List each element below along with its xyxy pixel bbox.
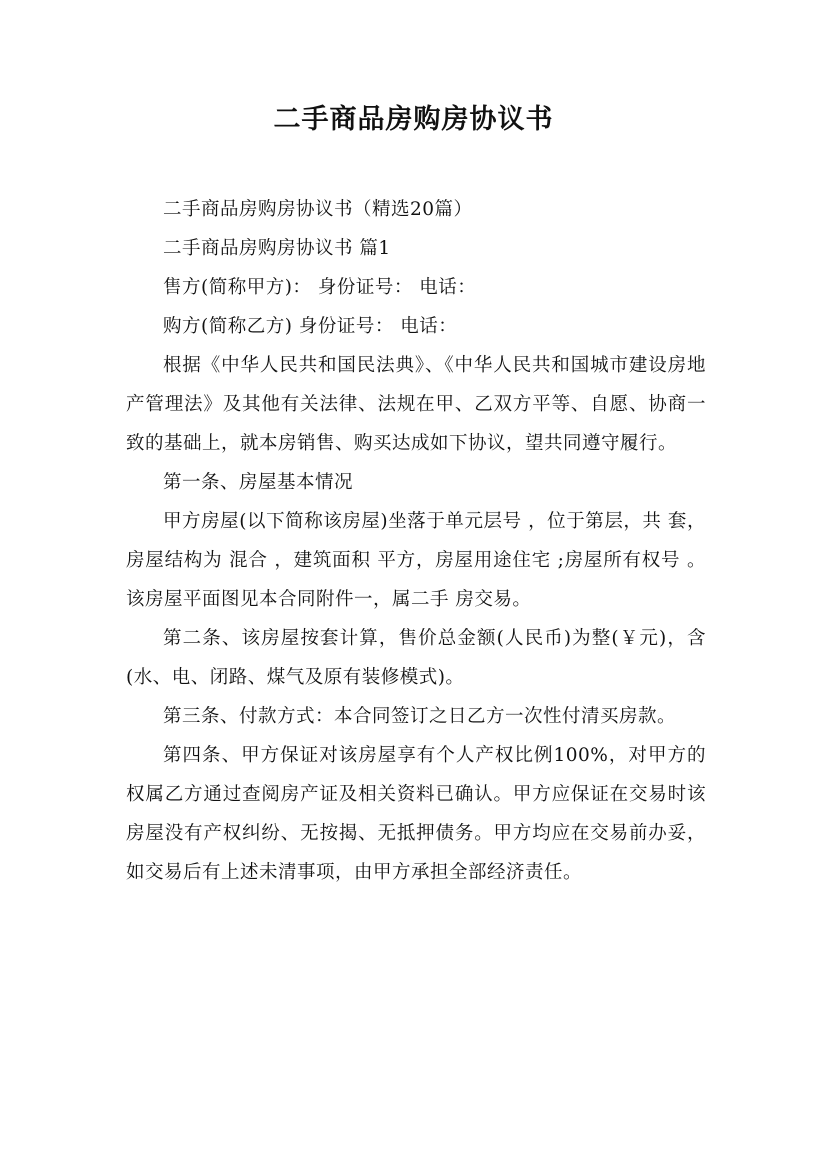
article-3-paragraph: 第三条、付款方式：本合同签订之日乙方一次性付清买房款。 (163, 706, 677, 727)
subtitle-paragraph: 二手商品房购房协议书（精选20篇） (163, 199, 473, 220)
article-2-paragraph: 第二条、该房屋按套计算，售价总金额(人民币)为整(￥元)，含(水、电、闭路、煤气及原有装修模式)。 (126, 628, 706, 688)
article-1-paragraph: 甲方房屋(以下简称该房屋)坐落于单元层号 ，位于第层，共 套，房屋结构为 混合 ，建筑面积 平方，房屋用途住宅 ;房屋所有权号 。该房屋平面图见本合同附件一，属二手 房交易。 (126, 511, 706, 610)
section-heading-paragraph: 二手商品房购房协议书 篇1 (163, 238, 391, 259)
article-4-paragraph: 第四条、甲方保证对该房屋享有个人产权比例100%，对甲方的权属乙方通过查阅房产证及相关资料已确认。甲方应保证在交易时该房屋没有产权纠纷、无按揭、无抵押债务。甲方均应在交易前办妥，如交易后有上述未清事项，由甲方承担全部经济责任。 (126, 745, 706, 883)
article-1-heading: 第一条、房屋基本情况 (163, 472, 354, 493)
seller-info-paragraph: 售方(简称甲方)： 身份证号： 电话： (163, 277, 477, 298)
document-title: 二手商品房购房协议书 (273, 104, 554, 135)
document-body (126, 190, 706, 892)
buyer-info-paragraph: 购方(简称乙方) 身份证号： 电话： (163, 316, 458, 337)
preamble-paragraph: 根据《中华人民共和国民法典》、《中华人民共和国城市建设房地产管理法》及其他有关法律、法规在甲、乙双方平等、自愿、协商一致的基础上，就本房销售、购买达成如下协议，望共同遵守履行。 (126, 355, 706, 454)
